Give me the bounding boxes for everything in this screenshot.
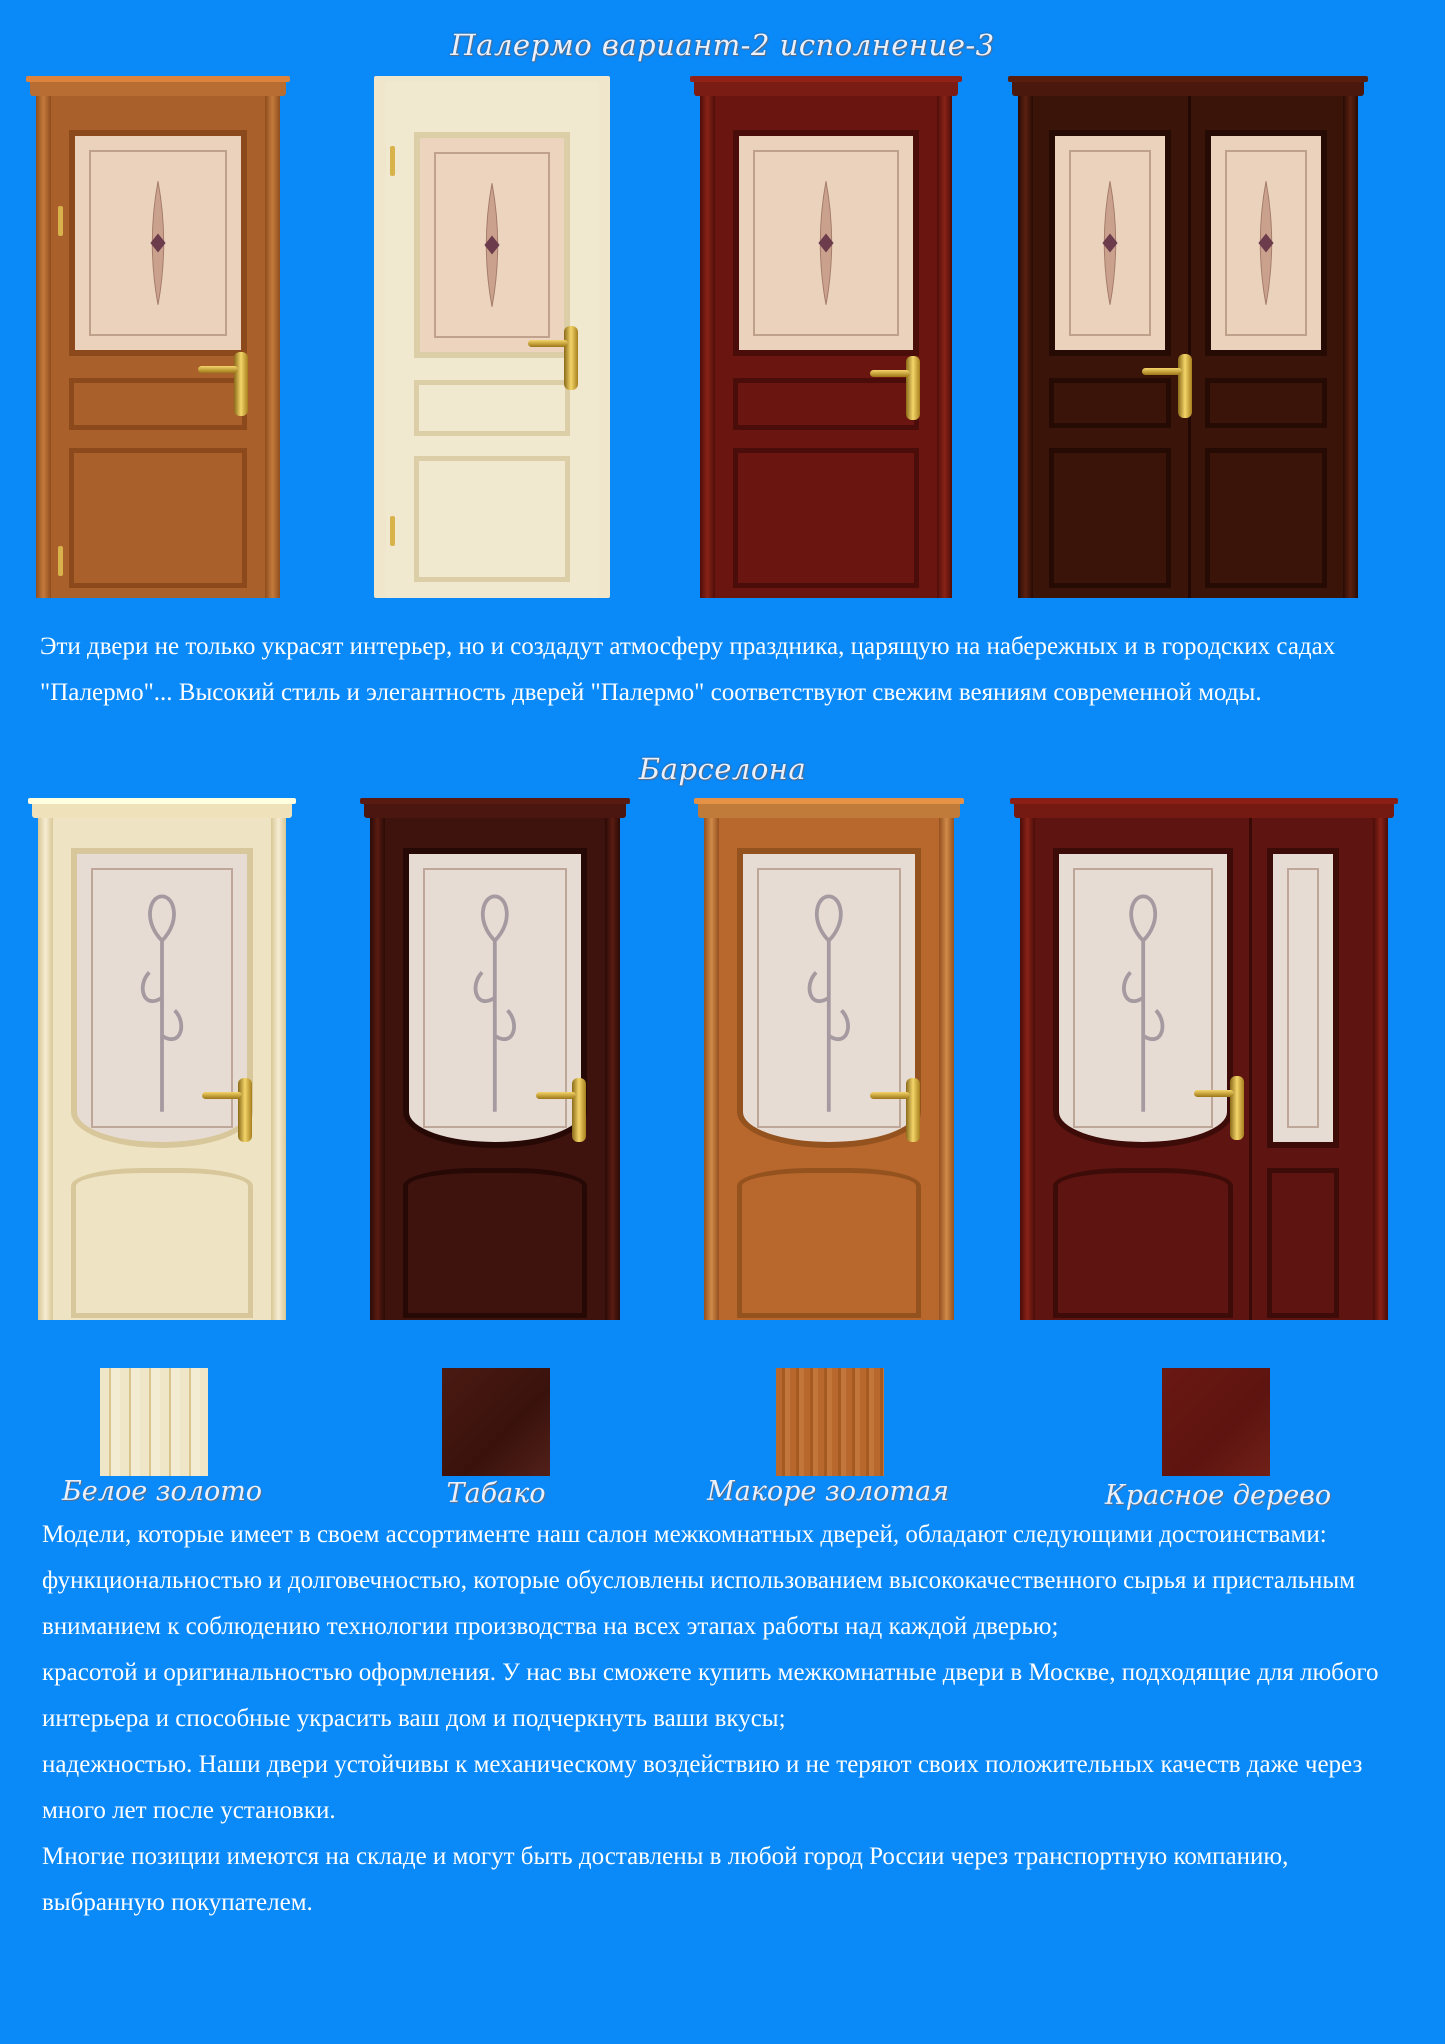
swatch-makore-gold[interactable]: [776, 1368, 884, 1476]
swatch-white-gold[interactable]: [100, 1368, 208, 1476]
hinge: [58, 546, 63, 576]
door-barcelona-makore-gold[interactable]: [704, 798, 954, 1320]
door-handle[interactable]: [906, 1078, 920, 1142]
door-handle[interactable]: [1230, 1076, 1244, 1140]
door-barcelona-white-gold[interactable]: [38, 798, 286, 1320]
door-palermo-mahogany[interactable]: [700, 76, 952, 598]
door-palermo-double-walnut[interactable]: [1018, 76, 1358, 598]
swatch-label-white-gold: Белое золото: [61, 1476, 263, 1507]
door-handle[interactable]: [234, 352, 248, 416]
advantage-beauty: красотой и оригинальностью оформления. У нас вы сможете купить межкомнатные двери в Москве, подходящие для любого интерьера и способные украсить ваш дом и подчеркнуть ваши вкусы;: [42, 1659, 1379, 1732]
swatch-tobacco[interactable]: [442, 1368, 550, 1476]
door-handle[interactable]: [238, 1078, 252, 1142]
door-handle[interactable]: [1178, 354, 1192, 418]
hinge: [390, 516, 395, 546]
door-handle[interactable]: [572, 1078, 586, 1142]
advantages-text: [42, 1512, 1382, 1926]
barcelona-title: Барселона: [638, 752, 807, 786]
swatch-label-red-wood: Красное дерево: [1104, 1480, 1332, 1511]
palermo-title: Палермо вариант-2 исполнение-3: [450, 28, 995, 62]
swatch-label-tobacco: Табако: [446, 1478, 546, 1509]
swatch-red-wood[interactable]: [1162, 1368, 1270, 1476]
door-palermo-oak[interactable]: [36, 76, 280, 598]
delivery-note: Многие позиции имеются на складе и могут быть доставлены в любой город России через транспортную компанию, выбранную покупателем.: [42, 1843, 1289, 1916]
palermo-description: [40, 624, 1400, 716]
advantage-functionality: функциональностью и долговечностью, которые обусловлены использованием высококачественного сырья и пристальным вниманием к соблюдению технологии производства на всех этапах работы над каждой дверью;: [42, 1567, 1356, 1640]
hinge: [390, 146, 395, 176]
door-handle[interactable]: [564, 326, 578, 390]
door-palermo-ivory[interactable]: [374, 76, 610, 598]
door-barcelona-double-red[interactable]: [1020, 798, 1388, 1320]
hinge: [58, 206, 63, 236]
door-handle[interactable]: [906, 356, 920, 420]
door-barcelona-tobacco[interactable]: [370, 798, 620, 1320]
advantage-reliability: надежностью. Наши двери устойчивы к механическому воздействию и не теряют своих положительных качеств даже через много лет после установки.: [42, 1751, 1363, 1824]
swatch-label-makore-gold: Макоре золотая: [707, 1476, 949, 1507]
advantages-intro: Модели, которые имеет в своем ассортименте наш салон межкомнатных дверей, обладают следующими достоинствами:: [42, 1521, 1327, 1548]
palermo-paragraph: Эти двери не только украсят интерьер, но и создадут атмосферу праздника, царящую на набережных и в городских садах "Палермо"... Высокий стиль и элегантность дверей "Палермо" соответствуют свежим веяниям современной моды.: [40, 633, 1336, 706]
